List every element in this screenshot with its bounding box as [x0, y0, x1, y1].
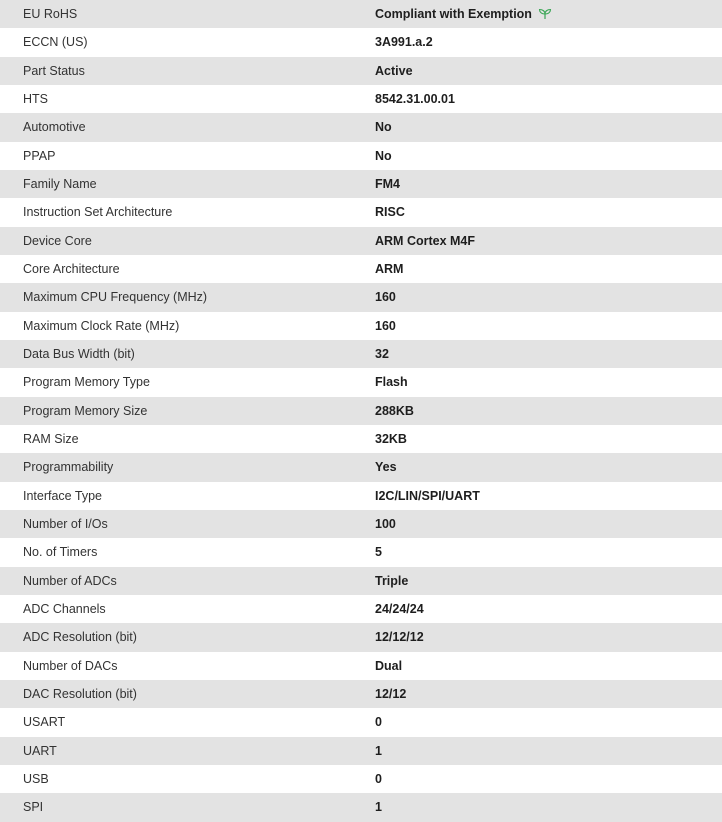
- spec-value: 12/12: [375, 687, 407, 702]
- spec-value-cell: [375, 737, 722, 765]
- spec-value: 24/24/24: [375, 602, 424, 617]
- spec-value: I2C/LIN/SPI/UART: [375, 488, 480, 503]
- spec-value-cell: [375, 652, 722, 680]
- spec-row: [0, 255, 722, 283]
- spec-value: Yes: [375, 460, 397, 475]
- spec-row: [0, 453, 722, 481]
- spec-row: [0, 623, 722, 651]
- spec-value-cell: [375, 482, 722, 510]
- spec-value: No: [375, 148, 392, 163]
- spec-value-cell: [375, 680, 722, 708]
- spec-label: Maximum CPU Frequency (MHz): [23, 290, 208, 305]
- spec-label: Interface Type: [23, 488, 102, 503]
- spec-row: [0, 57, 722, 85]
- spec-value: 32KB: [375, 432, 407, 447]
- spec-value: ARM: [375, 262, 404, 277]
- spec-row: [0, 567, 722, 595]
- spec-row: [0, 765, 722, 793]
- spec-value-cell: [375, 0, 722, 28]
- spec-label: Program Memory Size: [23, 403, 148, 418]
- spec-label: Maximum Clock Rate (MHz): [23, 318, 180, 333]
- spec-value: 32: [375, 347, 389, 362]
- spec-value: 12/12/12: [375, 630, 424, 645]
- spec-label: ECCN (US): [23, 35, 88, 50]
- spec-row: [0, 737, 722, 765]
- spec-value-cell: [375, 57, 722, 85]
- spec-row: [0, 595, 722, 623]
- spec-value: 160: [375, 318, 396, 333]
- spec-value-cell: [375, 595, 722, 623]
- spec-row: [0, 28, 722, 56]
- spec-row: [0, 198, 722, 226]
- spec-row: [0, 170, 722, 198]
- spec-value-cell: [375, 312, 722, 340]
- spec-value: 100: [375, 517, 396, 532]
- spec-value: Triple: [375, 573, 409, 588]
- spec-label: Part Status: [23, 63, 85, 78]
- spec-label: HTS: [23, 92, 48, 107]
- spec-value: 8542.31.00.01: [375, 92, 455, 107]
- spec-value-cell: [375, 85, 722, 113]
- spec-label: SPI: [23, 800, 44, 815]
- spec-value: RISC: [375, 205, 405, 220]
- spec-value: Active: [375, 63, 413, 78]
- spec-row: [0, 283, 722, 311]
- spec-value-cell: [375, 255, 722, 283]
- spec-value: 0: [375, 715, 382, 730]
- spec-value: Compliant with Exemption: [375, 7, 532, 22]
- spec-row: [0, 680, 722, 708]
- spec-row: [0, 0, 722, 28]
- spec-label: Number of I/Os: [23, 517, 108, 532]
- spec-value: No: [375, 120, 392, 135]
- spec-value-cell: [375, 623, 722, 651]
- spec-value-cell: [375, 227, 722, 255]
- spec-value: 288KB: [375, 403, 414, 418]
- spec-value: 1: [375, 743, 382, 758]
- spec-label: ADC Channels: [23, 602, 106, 617]
- spec-label: DAC Resolution (bit): [23, 687, 137, 702]
- spec-label: Device Core: [23, 233, 92, 248]
- spec-row: [0, 85, 722, 113]
- spec-row: [0, 340, 722, 368]
- spec-value-cell: [375, 793, 722, 821]
- spec-row: [0, 227, 722, 255]
- spec-row: [0, 652, 722, 680]
- spec-value-cell: [375, 397, 722, 425]
- spec-row: [0, 397, 722, 425]
- spec-label: ADC Resolution (bit): [23, 630, 137, 645]
- spec-row: [0, 482, 722, 510]
- spec-value-cell: [375, 708, 722, 736]
- spec-label: Family Name: [23, 177, 97, 192]
- spec-value-cell: [375, 113, 722, 141]
- spec-value-cell: [375, 510, 722, 538]
- spec-value: ARM Cortex M4F: [375, 233, 476, 248]
- spec-row: [0, 425, 722, 453]
- spec-label: PPAP: [23, 148, 56, 163]
- spec-value: 3A991.a.2: [375, 35, 433, 50]
- spec-label: No. of Timers: [23, 545, 98, 560]
- spec-label: UART: [23, 743, 57, 758]
- spec-label: Automotive: [23, 120, 86, 135]
- spec-label: Number of DACs: [23, 658, 118, 673]
- spec-value: 1: [375, 800, 382, 815]
- spec-row: [0, 312, 722, 340]
- leaf-icon: [538, 8, 552, 20]
- spec-label: Instruction Set Architecture: [23, 205, 173, 220]
- spec-value-cell: [375, 567, 722, 595]
- spec-row: [0, 793, 722, 821]
- spec-label: USB: [23, 772, 49, 787]
- spec-value-cell: [375, 28, 722, 56]
- spec-value-cell: [375, 368, 722, 396]
- spec-value: 0: [375, 772, 382, 787]
- spec-label: Program Memory Type: [23, 375, 150, 390]
- spec-value: FM4: [375, 177, 400, 192]
- spec-value-cell: [375, 283, 722, 311]
- spec-label: Programmability: [23, 460, 114, 475]
- spec-label: Core Architecture: [23, 262, 120, 277]
- spec-label: USART: [23, 715, 66, 730]
- spec-value: Dual: [375, 658, 403, 673]
- spec-row: [0, 113, 722, 141]
- spec-label: Number of ADCs: [23, 573, 117, 588]
- spec-label: RAM Size: [23, 432, 79, 447]
- spec-label: EU RoHS: [23, 7, 78, 22]
- spec-value-cell: [375, 198, 722, 226]
- spec-value-cell: [375, 340, 722, 368]
- spec-row: [0, 368, 722, 396]
- spec-row: [0, 538, 722, 566]
- spec-value: 160: [375, 290, 396, 305]
- spec-value-cell: [375, 425, 722, 453]
- spec-value: Flash: [375, 375, 408, 390]
- spec-value-cell: [375, 142, 722, 170]
- spec-value-cell: [375, 453, 722, 481]
- spec-value-cell: [375, 170, 722, 198]
- spec-row: [0, 708, 722, 736]
- spec-value-cell: [375, 538, 722, 566]
- spec-value-cell: [375, 765, 722, 793]
- spec-row: [0, 142, 722, 170]
- spec-label: Data Bus Width (bit): [23, 347, 135, 362]
- spec-row: [0, 510, 722, 538]
- spec-value: 5: [375, 545, 382, 560]
